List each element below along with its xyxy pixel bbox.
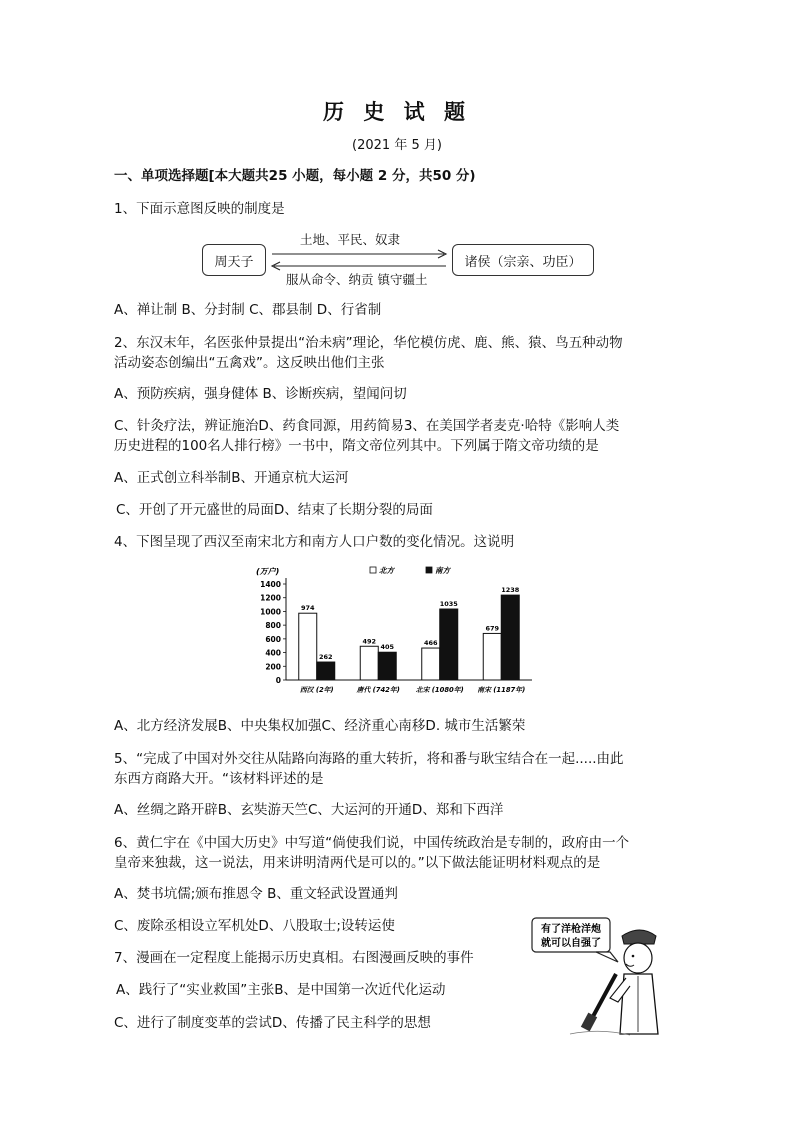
q2-options-cd-line2: 历史进程的100名人排行榜》一书中，隋文帝位列其中。下列属于隋文帝功绩的是 (114, 438, 599, 454)
cartoon-caption-1: 有了洋枪洋炮 (541, 924, 601, 935)
chart-svg (250, 562, 540, 708)
chart-data-label: 974 (300, 604, 315, 613)
exam-date: (2021 年 5 月) (352, 138, 442, 153)
chart-ylabel: (万户) (256, 567, 280, 576)
q5-options: A、丝绸之路开辟B、玄奘游天竺C、大运河的开通D、郑和下西洋 (114, 802, 504, 818)
chart-category-label: 南宋 (1187年) (477, 686, 526, 694)
chart-category-label: 西汉 (2年) (299, 686, 334, 694)
chart-data-label: 262 (318, 653, 333, 662)
diagram-top-label: 土地、平民、奴隶 (300, 232, 401, 247)
speech-bubble-tail (596, 952, 618, 962)
chart-ytick-label: 600 (265, 634, 281, 644)
q6-options-cd: C、废除丞相设立军机处D、八股取士;设转运使 (114, 918, 395, 934)
chart-legend-swatch (370, 567, 376, 573)
chart-data-label: 679 (485, 624, 500, 633)
q1-stem: 1、下面示意图反映的制度是 (114, 201, 285, 217)
official-head (624, 943, 652, 973)
chart-bar (299, 613, 317, 680)
chart-bar (483, 633, 501, 680)
cartoon-illustration (530, 914, 660, 1038)
chart-bar (501, 595, 519, 680)
chart-ytick-label: 1000 (260, 607, 281, 617)
chart-ytick-label: 400 (265, 648, 281, 658)
chart-bar (440, 609, 458, 680)
q2-options-ab: A、预防疾病，强身健体 B、诊断疾病，望闻问切 (114, 386, 407, 402)
diagram-left-box: 周天子 (202, 244, 266, 276)
q7-options-ab: A、践行了“实业救国”主张B、是中国第一次近代化运动 (116, 982, 446, 998)
q7-stem: 7、漫画在一定程度上能揭示历史真相。右图漫画反映的事件 (114, 950, 474, 966)
chart-legend-label: 北方 (379, 566, 394, 575)
q5-stem-line1: 5、“完成了中国对外交往从陆路向海路的重大转折，将和番与耿宝结合在一起.....由此 (114, 751, 624, 767)
official-eye (632, 955, 635, 958)
official-hat (622, 930, 656, 944)
chart-ytick-label: 1400 (260, 580, 281, 589)
q2-stem-line1: 2、东汉末年，名医张仲景提出“治未病”理论，华佗模仿虎、鹿、熊、猿、鸟五种动物 (114, 335, 623, 351)
chart-category-label: 唐代 (742年) (356, 686, 400, 694)
chart-ytick-label: 800 (265, 621, 281, 631)
q3-options-ab: A、正式创立科举制B、开通京杭大运河 (114, 470, 349, 486)
page-title: 历 史 试 题 (323, 99, 471, 124)
chart-bar (360, 646, 378, 680)
chart-ytick-label: 200 (265, 662, 281, 672)
feudal-diagram (200, 228, 600, 292)
chart-data-label: 466 (423, 639, 438, 648)
chart-category-label: 北宋 (1080年) (415, 686, 464, 694)
q1-options: A、禅让制 B、分封制 C、郡县制 D、行省制 (114, 302, 382, 318)
chart-data-label: 492 (362, 637, 377, 646)
chart-legend-swatch (426, 567, 432, 573)
q5-stem-line2: 东西方商路大开。“该材料评述的是 (114, 771, 324, 787)
q4-options: A、北方经济发展B、中央集权加强C、经济重心南移D. 城市生活繁荣 (114, 718, 526, 734)
chart-data-label: 1035 (439, 600, 458, 609)
chart-data-label: 1238 (501, 586, 520, 595)
chart-bar (317, 662, 335, 680)
q3-options-cd: C、开创了开元盛世的局面D、结束了长期分裂的局面 (116, 502, 433, 518)
population-chart (250, 562, 540, 708)
q7-options-cd: C、进行了制度变革的尝试D、传播了民主科学的思想 (114, 1015, 431, 1031)
cartoon-caption-2: 就可以自强了 (541, 938, 601, 949)
q6-stem-line2: 皇帝来独裁，这一说法，用来讲明清两代是可以的。”以下做法能证明材料观点的是 (114, 855, 601, 871)
chart-legend-label: 南方 (435, 566, 450, 575)
diagram-bottom-label: 服从命令、纳贡 镇守疆土 (286, 272, 428, 287)
q2-options-cd-line1: C、针灸疗法，辨证施治D、药食同源，用药简易3、在美国学者麦克·哈特《影响人类 (114, 418, 620, 434)
q6-stem-line1: 6、黄仁宇在《中国大历史》中写道“倘使我们说，中国传统政治是专制的，政府由一个 (114, 835, 630, 851)
chart-ytick-label: 1200 (260, 593, 281, 603)
diagram-arrows (200, 228, 600, 292)
diagram-right-box: 诸侯（宗亲、功臣） (452, 244, 594, 276)
cartoon-svg (530, 914, 660, 1038)
q6-options-ab: A、焚书坑儒;颁布推恩令 B、重文轻武设置通判 (114, 886, 398, 902)
section-heading: 一、单项选择题[本大题共25 小题，每小题 2 分，共50 分) (114, 168, 476, 184)
chart-bar (378, 652, 396, 680)
chart-data-label: 405 (380, 643, 395, 652)
chart-bar (422, 648, 440, 680)
q2-stem-line2: 活动姿态创编出“五禽戏”。这反映出他们主张 (114, 355, 385, 371)
q4-stem: 4、下图呈现了西汉至南宋北方和南方人口户数的变化情况。这说明 (114, 534, 515, 550)
chart-ytick-label: 0 (275, 676, 281, 685)
